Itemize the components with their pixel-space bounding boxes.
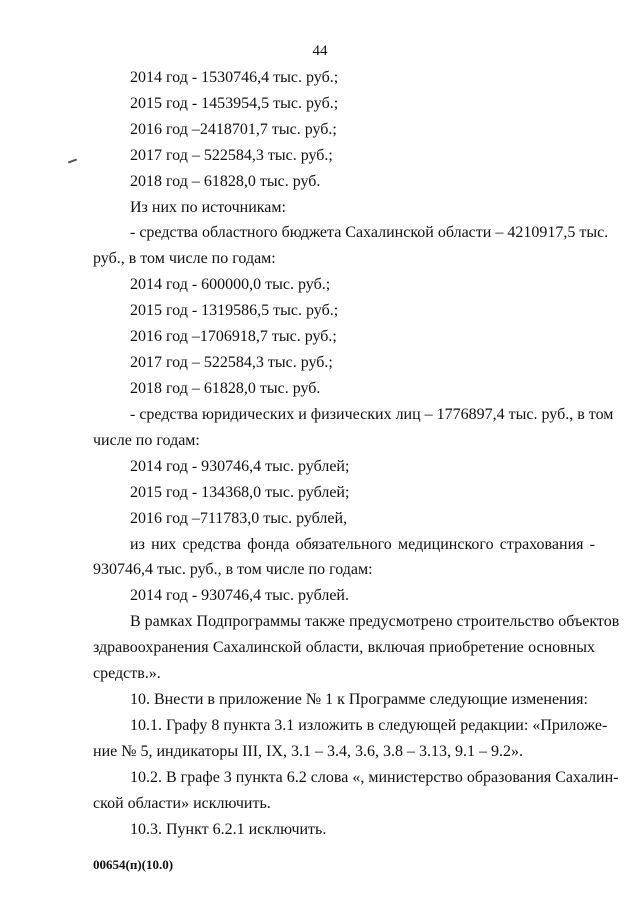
text-line: 2015 год - 1453954,5 тыс. руб.;: [130, 95, 339, 112]
text-line: 2014 год - 930746,4 тыс. рублей.: [130, 587, 349, 604]
text-line: 10.3. Пункт 6.2.1 исключить.: [130, 821, 327, 838]
text-line: 2015 год - 1319586,5 тыс. руб.;: [130, 302, 339, 319]
text-line: 2018 год – 61828,0 тыс. руб.: [130, 173, 321, 190]
text-line: руб., в том числе по годам:: [93, 250, 276, 267]
text-line: - средства юридических и физических лиц – 1776897,4 тыс. руб., в том: [130, 406, 614, 423]
text-line: 2017 год – 522584,3 тыс. руб.;: [130, 354, 333, 371]
text-line: из них средства фонда обязательного медицинского страхования -: [130, 536, 595, 553]
text-line: средств.».: [93, 665, 161, 682]
page-number: 44: [312, 43, 328, 59]
text-line: 2014 год - 930746,4 тыс. рублей;: [130, 458, 350, 475]
text-line: 10.2. В графе 3 пункта 6.2 слова «, министерство образования Сахалин-: [130, 769, 619, 786]
text-line: 2016 год –2418701,7 тыс. руб.;: [130, 121, 337, 138]
text-line: 2016 год –711783,0 тыс. рублей,: [130, 510, 348, 527]
text-line: 2014 год - 600000,0 тыс. руб.;: [130, 276, 331, 293]
text-line: ской области» исключить.: [93, 795, 271, 812]
text-line: ние № 5, индикаторы III, IX, 3.1 – 3.4, 3.6, 3.8 – 3.13, 9.1 – 9.2».: [93, 743, 523, 760]
text-line: 2015 год - 134368,0 тыс. рублей;: [130, 484, 350, 501]
document-code: 00654(п)(10.0): [93, 857, 174, 872]
text-line: здравоохранения Сахалинской области, включая приобретение основных: [93, 639, 595, 656]
text-line: числе по годам:: [93, 432, 200, 449]
text-line: 10. Внести в приложение № 1 к Программе следующие изменения:: [130, 691, 588, 708]
text-line: 2016 год –1706918,7 тыс. руб.;: [130, 328, 337, 345]
scan-mark: [68, 159, 77, 164]
text-line: - средства областного бюджета Сахалинской области – 4210917,5 тыс.: [130, 224, 609, 241]
text-line: 10.1. Графу 8 пункта 3.1 изложить в следующей редакции: «Приложе-: [130, 717, 608, 734]
text-line: В рамках Подпрограммы также предусмотрено строительство объектов: [130, 613, 620, 630]
text-line: 930746,4 тыс. руб., в том числе по годам:: [93, 561, 373, 578]
text-line: 2014 год - 1530746,4 тыс. руб.;: [130, 69, 339, 86]
text-line: 2017 год – 522584,3 тыс. руб.;: [130, 147, 333, 164]
text-line: 2018 год – 61828,0 тыс. руб.: [130, 380, 321, 397]
text-line: Из них по источникам:: [130, 199, 286, 216]
